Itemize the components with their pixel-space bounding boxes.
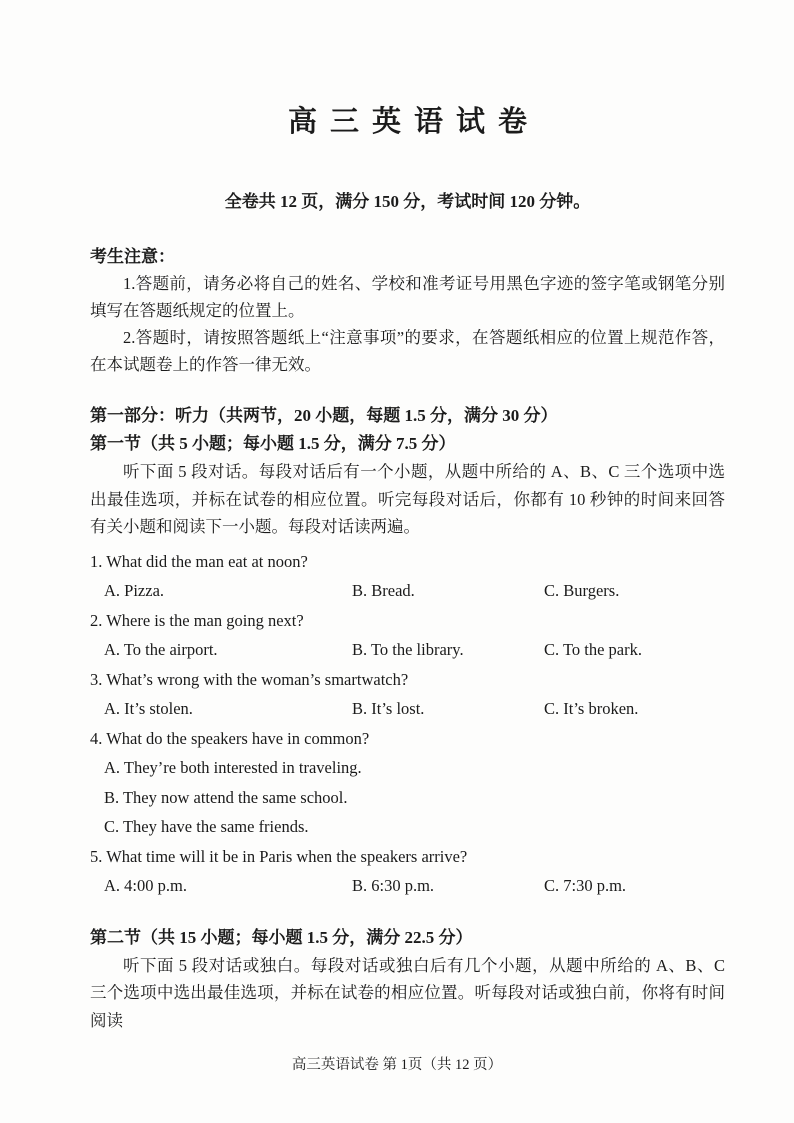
question-1-text <box>90 547 725 577</box>
question-4-options <box>90 753 725 842</box>
question-number: 3. <box>90 669 103 689</box>
option-c: C. They have the same friends. <box>104 817 309 836</box>
question-3-options <box>90 694 725 724</box>
question-2-options <box>90 635 725 665</box>
question-3 <box>90 665 725 724</box>
section1-heading: 第一节（共 5 小题；每小题 1.5 分，满分 7.5 分） <box>90 434 456 453</box>
question-1 <box>90 547 725 606</box>
option-c: C. To the park. <box>544 640 642 659</box>
question-4-text <box>90 724 725 754</box>
exam-meta-line: 全卷共 12 页，满分 150 分，考试时间 120 分钟。 <box>224 192 591 211</box>
option-b: B. To the library. <box>352 640 464 659</box>
option-b: B. They now attend the same school. <box>104 787 348 807</box>
option-c: C. 7:30 p.m. <box>544 876 627 895</box>
option-c: C. Burgers. <box>544 581 620 600</box>
option-b: B. It’s lost. <box>352 699 425 718</box>
listening-questions <box>90 547 725 901</box>
question-5-options <box>90 871 725 901</box>
notice-heading: 考生注意： <box>90 247 175 266</box>
question-4 <box>90 724 725 842</box>
question-stem: What’s wrong with the woman’s smartwatch? <box>106 669 409 689</box>
question-3-text <box>90 665 725 695</box>
option-a: A. To the airport. <box>104 640 218 659</box>
question-stem: What time will it be in Paris when the speakers arrive? <box>106 846 468 866</box>
option-b: B. 6:30 p.m. <box>352 876 435 895</box>
section1-instructions: 听下面 5 段对话。每段对话后有一个小题，从题中所给的 A、B、C 三个选项中选出最佳选项，并标在试卷的相应位置。听完每段对话后，你都有 10 秒钟的时间来回答有关小题和阅读下一小题。每段对话读两遍。 <box>90 462 725 536</box>
option-a: A. 4:00 p.m. <box>104 876 187 895</box>
option-c: C. It’s broken. <box>544 699 639 718</box>
question-number: 1. <box>90 551 103 571</box>
question-5-text <box>90 842 725 872</box>
question-stem: What do the speakers have in common? <box>106 728 370 748</box>
page-footer: 高三英语试卷 第 1页（共 12 页） <box>291 1057 503 1073</box>
option-a: A. It’s stolen. <box>104 699 193 718</box>
question-number: 5. <box>90 846 103 866</box>
question-5 <box>90 842 725 901</box>
question-number: 4. <box>90 728 103 748</box>
question-number: 2. <box>90 610 103 630</box>
section2-heading: 第二节（共 15 小题；每小题 1.5 分，满分 22.5 分） <box>90 927 473 947</box>
question-1-options <box>90 576 725 606</box>
section2-instructions: 听下面 5 段对话或独白。每段对话或独白后有几个小题，从题中所给的 A、B、C 三个选项中选出最佳选项，并标在试卷的相应位置。听每段对话或独白前，你将有时间阅读 <box>90 955 725 1030</box>
question-2-text <box>90 606 725 636</box>
question-stem: What did the man eat at noon? <box>106 551 308 571</box>
question-2 <box>90 606 725 665</box>
notice-item-1: 1.答题前，请务必将自己的姓名、学校和准考证号用黑色字迹的签字笔或钢笔分别填写在答题纸规定的位置上。 <box>90 274 725 320</box>
part1-heading: 第一部分：听力（共两节，20 小题，每题 1.5 分，满分 30 分） <box>90 406 558 425</box>
option-a: A. Pizza. <box>104 581 165 600</box>
option-a: A. They’re both interested in traveling. <box>104 758 362 777</box>
notice-item-2: 2.答题时，请按照答题纸上“注意事项”的要求，在答题纸相应的位置上规范作答，在本试题卷上的作答一律无效。 <box>90 328 725 374</box>
question-stem: Where is the man going next? <box>106 610 304 630</box>
page-title: 高三英语试卷 <box>287 106 540 138</box>
option-b: B. Bread. <box>352 581 415 600</box>
candidate-notice-section <box>90 243 725 378</box>
